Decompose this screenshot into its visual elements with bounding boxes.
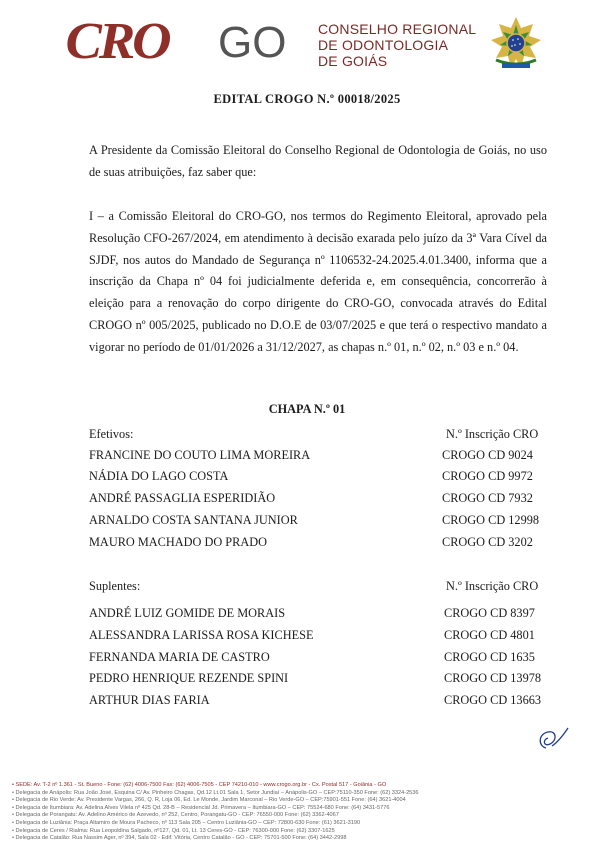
logo-cro: CRO — [65, 13, 169, 70]
brazil-coat-of-arms-icon — [488, 16, 544, 72]
chapa-title: CHAPA N.º 01 — [268, 402, 346, 416]
org-name-line1: CONSELHO REGIONAL — [318, 21, 477, 37]
member-cro: CROGO CD 4801 — [444, 628, 535, 642]
member-cro: CROGO CD 7932 — [442, 491, 533, 505]
footer-line: • Delegacia de Itumbiara: Av. Adelina Alves Vilela nº 425 Qd. 28-B – Residencial Jd. Primavera – Itumbiara-GO – CEP: 75524-680 Fone: (64) 3431-5776 — [12, 804, 390, 811]
signature — [532, 724, 572, 754]
footer-line: • Delegacia de Catalão: Rua Nassim Ager, nº 394, Sala 02 - Edif. Vitória, Centro Catalão - GO - CEP: 75701-500 Fone: (64) 3442-2998 — [12, 835, 347, 842]
footer-line: • SEDE: Av. T-2 nº 1.361 - St. Bueno - Fone: (62) 4006-7500 Fax: (62) 4006-7505 - CEP 74210-010 - www.crogo.org.br - Cx. Postal 517 - Goiânia - GO — [12, 782, 387, 788]
footer-line: • Delegacia de Luziânia: Praça Altamiro de Moura Pacheco, nº 113 Sala 205 – Centro Luziânia-GO – CEP: 72800-630 Fone: (61) 3621-3190 — [12, 819, 361, 826]
footer-line: • Delegacia de Anápolis: Rua João José, Esquina C/ Av. Pinheiro Chagas, Qd.12 Lt.01 Sala 1, Setor Jundiaí – Anápolis-GO – CEP:75110-350 Fone: (62) 3324-2536 — [12, 789, 419, 796]
footer-line: • Delegacia de Porangatu: Av. Adelino Américo de Azevedo, nº 252, Centro, Porangatu-GO - CEP: 76550-000 Fone: (62) 3362-4067 — [12, 812, 339, 819]
member-name: ARNALDO COSTA SANTANA JUNIOR — [89, 513, 298, 527]
inscricao-header-suplentes: N.º Inscrição CRO — [446, 579, 539, 593]
suplentes-label: Suplentes: — [89, 579, 141, 593]
member-name: ALESSANDRA LARISSA ROSA KICHESE — [89, 628, 314, 642]
document-title: EDITAL CROGO N.º 00018/2025 — [213, 92, 401, 106]
footer-line: • Delegacia de Rio Verde: Av. Presidente Vargas, 266, Q. R, Loja 06, Ed. Le Monde, Jardim Marconal – Rio Verde-GO – CEP:75901-551 Fone: (64) 3621-4004 — [12, 797, 406, 804]
intro-paragraph: A Presidente da Comissão Eleitoral do Conselho Regional de Odontologia de Goiás, no uso de suas atribuições, faz saber que: — [89, 143, 547, 179]
footer-line: • Delegacia de Ceres / Rialma: Rua Leopoldina Salgado, nº127, Qd. 01, Lt. 13 Ceres-GO - CEP: 76300-000 Fone: (62) 3307-1625 — [12, 827, 335, 834]
org-name-line3: DE GOIÁS — [318, 53, 388, 69]
member-name: ANDRÉ LUIZ GOMIDE DE MORAIS — [89, 606, 286, 620]
member-name: ARTHUR DIAS FARIA — [89, 693, 210, 707]
inscricao-header-efetivos: N.º Inscrição CRO — [446, 427, 539, 441]
org-name-line2: DE ODONTOLOGIA — [318, 37, 449, 53]
member-name: PEDRO HENRIQUE REZENDE SPINI — [89, 671, 289, 685]
member-cro: CROGO CD 12998 — [442, 513, 540, 527]
member-name: MAURO MACHADO DO PRADO — [89, 535, 267, 549]
member-cro: CROGO CD 1635 — [444, 650, 535, 664]
org-name — [318, 21, 476, 69]
member-cro: CROGO CD 13663 — [444, 693, 542, 707]
member-cro: CROGO CD 9972 — [442, 469, 533, 483]
member-cro: CROGO CD 9024 — [442, 448, 533, 462]
member-name: ANDRÉ PASSAGLIA ESPERIDIÃO — [89, 491, 276, 505]
member-cro: CROGO CD 8397 — [444, 606, 535, 620]
efetivos-label: Efetivos: — [89, 427, 134, 441]
member-name: FERNANDA MARIA DE CASTRO — [89, 650, 270, 664]
body-paragraph: I – a Comissão Eleitoral do CRO-GO, nos termos do Regimento Eleitoral, aprovado pela Resolução CFO-267/2024, em atendimento à decisão exarada pelo juízo da 3ª Vara Cível da SJDF, nos autos do Mandado de Segurança nº 1106532-24.2025.4.01.3400, informa que a inscrição da Chapa nº 04 foi judicialmente deferida e, em consequência, concorrerão à eleição para a renovação do corpo dirigente do CRO-GO, convocada através do Edital CROGO nº 005/2025, publicado no D.O.E de 03/07/2025 e que terá o respectivo mandato a vigorar no período de 01/01/2026 a 31/12/2027, as chapas n.º 01, n.º 02, n.º 03 e n.º 04. — [89, 209, 547, 354]
footer-addresses — [12, 782, 612, 843]
logo-go: GO — [218, 18, 287, 67]
member-cro: CROGO CD 3202 — [442, 535, 533, 549]
member-cro: CROGO CD 13978 — [444, 671, 542, 685]
member-name: FRANCINE DO COUTO LIMA MOREIRA — [89, 448, 311, 462]
member-name: NÁDIA DO LAGO COSTA — [89, 469, 229, 483]
